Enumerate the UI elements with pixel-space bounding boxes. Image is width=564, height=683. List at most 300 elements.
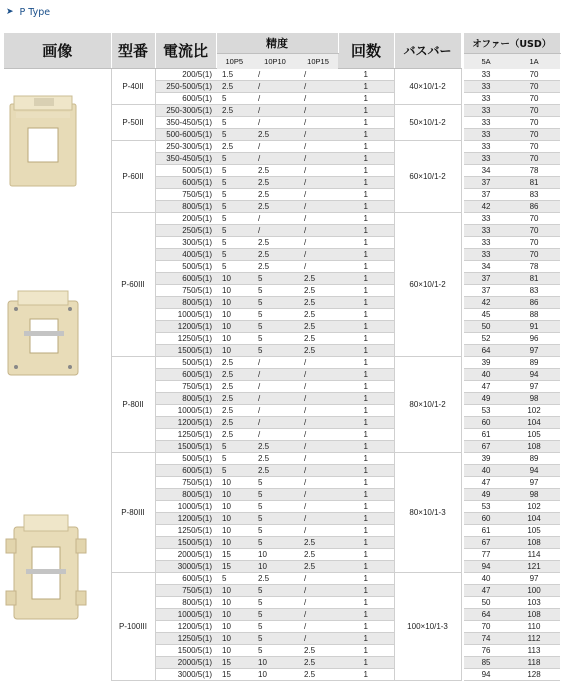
ratio-cell: 1250/5(1): [155, 525, 216, 537]
turns-cell: 1: [338, 309, 394, 321]
turns-cell: 1: [338, 453, 394, 465]
acc-10p15-cell: /: [298, 357, 338, 369]
price-5a-cell: 61: [464, 525, 508, 537]
acc-10p15-cell: /: [298, 429, 338, 441]
ratio-cell: 800/5(1): [155, 489, 216, 501]
price-1a-cell: 86: [508, 201, 560, 213]
current-transformer-image: [4, 511, 88, 623]
turns-cell: 1: [338, 177, 394, 189]
acc-10p5-cell: 10: [216, 501, 252, 513]
ratio-cell: 1250/5(1): [155, 633, 216, 645]
acc-10p5-cell: 5: [216, 465, 252, 477]
acc-10p10-cell: 5: [252, 525, 298, 537]
price-1a-cell: 70: [508, 213, 560, 225]
acc-10p5-cell: 5: [216, 573, 252, 585]
ratio-cell: 200/5(1): [155, 213, 216, 225]
price-1a-cell: 70: [508, 117, 560, 129]
turns-cell: 1: [338, 69, 394, 81]
price-1a-cell: 78: [508, 165, 560, 177]
price-1a-cell: 78: [508, 261, 560, 273]
acc-10p15-cell: /: [298, 225, 338, 237]
turns-cell: 1: [338, 201, 394, 213]
section-title: [6, 5, 50, 19]
acc-10p15-cell: /: [298, 69, 338, 81]
turns-cell: 1: [338, 369, 394, 381]
price-1a-cell: 70: [508, 129, 560, 141]
ratio-cell: 2000/5(1): [155, 657, 216, 669]
acc-10p5-cell: 5: [216, 189, 252, 201]
acc-10p10-cell: 2.5: [252, 453, 298, 465]
turns-cell: 1: [338, 501, 394, 513]
price-1a-cell: 104: [508, 513, 560, 525]
acc-10p5-cell: 15: [216, 561, 252, 573]
turns-cell: 1: [338, 573, 394, 585]
ratio-cell: 2000/5(1): [155, 549, 216, 561]
turns-cell: 1: [338, 405, 394, 417]
acc-10p5-cell: 5: [216, 93, 252, 105]
acc-10p5-cell: 5: [216, 129, 252, 141]
acc-10p5-cell: 1.5: [216, 69, 252, 81]
price-1a-cell: 94: [508, 465, 560, 477]
ratio-cell: 500/5(1): [155, 261, 216, 273]
header-model: 型番: [111, 33, 155, 69]
acc-10p10-cell: /: [252, 81, 298, 93]
turns-cell: 1: [338, 549, 394, 561]
price-5a-cell: 40: [464, 465, 508, 477]
price-1a-cell: 96: [508, 333, 560, 345]
turns-cell: 1: [338, 225, 394, 237]
busbar-cell: 60×10/1-2: [394, 213, 461, 357]
price-5a-cell: 37: [464, 285, 508, 297]
price-1a-cell: 118: [508, 657, 560, 669]
header-acc-10p15: 10P15: [298, 53, 338, 68]
price-5a-cell: 39: [464, 357, 508, 369]
price-5a-cell: 64: [464, 345, 508, 357]
ratio-cell: 1200/5(1): [155, 621, 216, 633]
turns-cell: 1: [338, 525, 394, 537]
acc-10p10-cell: /: [252, 369, 298, 381]
acc-10p10-cell: 2.5: [252, 261, 298, 273]
acc-10p10-cell: 2.5: [252, 189, 298, 201]
acc-10p10-cell: 5: [252, 513, 298, 525]
acc-10p5-cell: 5: [216, 213, 252, 225]
acc-10p10-cell: 2.5: [252, 249, 298, 261]
ratio-cell: 1200/5(1): [155, 417, 216, 429]
model-cell: P-80III: [111, 453, 155, 573]
acc-10p10-cell: /: [252, 69, 298, 81]
price-5a-cell: 53: [464, 501, 508, 513]
price-5a-cell: 45: [464, 309, 508, 321]
ratio-cell: 600/5(1): [155, 177, 216, 189]
acc-10p5-cell: 5: [216, 441, 252, 453]
price-1a-cell: 97: [508, 573, 560, 585]
price-1a-cell: 108: [508, 537, 560, 549]
ratio-cell: 3000/5(1): [155, 561, 216, 573]
acc-10p15-cell: /: [298, 369, 338, 381]
price-5a-cell: 76: [464, 645, 508, 657]
price-5a-cell: 33: [464, 105, 508, 117]
product-image-cell: [4, 453, 111, 681]
turns-cell: 1: [338, 597, 394, 609]
turns-cell: 1: [338, 357, 394, 369]
price-5a-cell: 94: [464, 561, 508, 573]
acc-10p15-cell: 2.5: [298, 321, 338, 333]
turns-cell: 1: [338, 345, 394, 357]
acc-10p5-cell: 5: [216, 201, 252, 213]
ratio-cell: 500-600/5(1): [155, 129, 216, 141]
acc-10p15-cell: /: [298, 621, 338, 633]
turns-cell: 1: [338, 273, 394, 285]
acc-10p15-cell: /: [298, 453, 338, 465]
acc-10p5-cell: 10: [216, 285, 252, 297]
acc-10p15-cell: 2.5: [298, 561, 338, 573]
price-5a-cell: 33: [464, 225, 508, 237]
acc-10p10-cell: /: [252, 405, 298, 417]
model-cell: P-80II: [111, 357, 155, 453]
turns-cell: 1: [338, 165, 394, 177]
acc-10p5-cell: 2.5: [216, 381, 252, 393]
price-5a-cell: 49: [464, 393, 508, 405]
price-5a-cell: 67: [464, 441, 508, 453]
price-5a-cell: 40: [464, 573, 508, 585]
ratio-cell: 500/5(1): [155, 357, 216, 369]
turns-cell: 1: [338, 537, 394, 549]
price-5a-cell: 42: [464, 297, 508, 309]
ratio-cell: 400/5(1): [155, 249, 216, 261]
acc-10p5-cell: 2.5: [216, 105, 252, 117]
ratio-cell: 600/5(1): [155, 573, 216, 585]
price-1a-cell: 83: [508, 285, 560, 297]
acc-10p10-cell: 5: [252, 297, 298, 309]
ratio-cell: 200/5(1): [155, 69, 216, 81]
header-image: 画像: [4, 33, 111, 69]
model-cell: P-100III: [111, 573, 155, 681]
table-row: [4, 453, 560, 465]
acc-10p10-cell: 5: [252, 501, 298, 513]
current-transformer-image: [4, 92, 82, 190]
acc-10p10-cell: /: [252, 417, 298, 429]
acc-10p5-cell: 2.5: [216, 141, 252, 153]
acc-10p15-cell: 2.5: [298, 273, 338, 285]
price-5a-cell: 37: [464, 189, 508, 201]
acc-10p15-cell: /: [298, 141, 338, 153]
acc-10p15-cell: /: [298, 153, 338, 165]
price-1a-cell: 70: [508, 141, 560, 153]
turns-cell: 1: [338, 429, 394, 441]
header-ratio: 電流比: [155, 33, 216, 69]
ratio-cell: 600/5(1): [155, 369, 216, 381]
product-image-cell: [4, 69, 111, 213]
price-1a-cell: 70: [508, 81, 560, 93]
price-5a-cell: 37: [464, 273, 508, 285]
turns-cell: 1: [338, 513, 394, 525]
acc-10p15-cell: /: [298, 105, 338, 117]
turns-cell: 1: [338, 381, 394, 393]
price-1a-cell: 70: [508, 225, 560, 237]
ratio-cell: 1250/5(1): [155, 333, 216, 345]
price-5a-cell: 94: [464, 669, 508, 681]
price-5a-cell: 60: [464, 513, 508, 525]
acc-10p5-cell: 10: [216, 309, 252, 321]
acc-10p15-cell: /: [298, 381, 338, 393]
turns-cell: 1: [338, 153, 394, 165]
price-1a-cell: 70: [508, 93, 560, 105]
arrow-right-icon: ➤: [6, 7, 14, 17]
acc-10p5-cell: 10: [216, 537, 252, 549]
turns-cell: 1: [338, 669, 394, 681]
price-5a-cell: 74: [464, 633, 508, 645]
acc-10p15-cell: /: [298, 405, 338, 417]
acc-10p15-cell: /: [298, 93, 338, 105]
turns-cell: 1: [338, 477, 394, 489]
acc-10p10-cell: /: [252, 357, 298, 369]
ratio-cell: 600/5(1): [155, 465, 216, 477]
header-accuracy: 精度: [216, 33, 338, 53]
price-1a-cell: 108: [508, 609, 560, 621]
acc-10p10-cell: /: [252, 93, 298, 105]
acc-10p15-cell: 2.5: [298, 549, 338, 561]
turns-cell: 1: [338, 189, 394, 201]
price-1a-cell: 70: [508, 153, 560, 165]
acc-10p5-cell: 10: [216, 489, 252, 501]
acc-10p10-cell: 2.5: [252, 441, 298, 453]
acc-10p5-cell: 5: [216, 237, 252, 249]
price-5a-cell: 39: [464, 453, 508, 465]
header-price-5a: 5A: [464, 53, 508, 68]
turns-cell: 1: [338, 321, 394, 333]
price-1a-cell: 110: [508, 621, 560, 633]
ratio-cell: 800/5(1): [155, 201, 216, 213]
turns-cell: 1: [338, 261, 394, 273]
acc-10p10-cell: 5: [252, 585, 298, 597]
price-1a-cell: 97: [508, 477, 560, 489]
turns-cell: 1: [338, 117, 394, 129]
acc-10p10-cell: 10: [252, 657, 298, 669]
acc-10p15-cell: /: [298, 393, 338, 405]
header-turns: 回数: [338, 33, 394, 69]
price-5a-cell: 33: [464, 141, 508, 153]
price-1a-cell: 98: [508, 393, 560, 405]
acc-10p15-cell: 2.5: [298, 657, 338, 669]
acc-10p10-cell: 2.5: [252, 177, 298, 189]
acc-10p5-cell: 2.5: [216, 429, 252, 441]
acc-10p15-cell: 2.5: [298, 309, 338, 321]
acc-10p10-cell: 2.5: [252, 129, 298, 141]
acc-10p10-cell: 10: [252, 669, 298, 681]
acc-10p10-cell: /: [252, 393, 298, 405]
header-row: [4, 33, 560, 53]
acc-10p10-cell: 5: [252, 489, 298, 501]
section-title-text: P Type: [19, 6, 51, 18]
price-1a-cell: 104: [508, 417, 560, 429]
turns-cell: 1: [338, 633, 394, 645]
turns-cell: 1: [338, 417, 394, 429]
ratio-cell: 750/5(1): [155, 477, 216, 489]
price-5a-cell: 33: [464, 93, 508, 105]
acc-10p10-cell: /: [252, 141, 298, 153]
ratio-cell: 750/5(1): [155, 585, 216, 597]
price-5a-cell: 33: [464, 237, 508, 249]
ratio-cell: 1200/5(1): [155, 513, 216, 525]
ratio-cell: 500/5(1): [155, 453, 216, 465]
acc-10p5-cell: 2.5: [216, 369, 252, 381]
acc-10p10-cell: 2.5: [252, 165, 298, 177]
price-5a-cell: 33: [464, 249, 508, 261]
acc-10p10-cell: 10: [252, 561, 298, 573]
price-1a-cell: 89: [508, 453, 560, 465]
acc-10p15-cell: /: [298, 117, 338, 129]
ratio-cell: 500/5(1): [155, 165, 216, 177]
acc-10p5-cell: 10: [216, 633, 252, 645]
price-1a-cell: 114: [508, 549, 560, 561]
acc-10p10-cell: 5: [252, 609, 298, 621]
acc-10p5-cell: 10: [216, 333, 252, 345]
acc-10p15-cell: 2.5: [298, 297, 338, 309]
product-image-cell: [4, 213, 111, 453]
turns-cell: 1: [338, 561, 394, 573]
acc-10p10-cell: 2.5: [252, 573, 298, 585]
acc-10p15-cell: /: [298, 573, 338, 585]
acc-10p5-cell: 2.5: [216, 417, 252, 429]
acc-10p5-cell: 10: [216, 525, 252, 537]
acc-10p15-cell: /: [298, 249, 338, 261]
acc-10p10-cell: 5: [252, 273, 298, 285]
table-row: [4, 213, 560, 225]
ratio-cell: 250-300/5(1): [155, 141, 216, 153]
price-1a-cell: 83: [508, 189, 560, 201]
header-acc-10p10: 10P10: [252, 53, 298, 68]
acc-10p15-cell: /: [298, 417, 338, 429]
price-1a-cell: 81: [508, 273, 560, 285]
ratio-cell: 1500/5(1): [155, 441, 216, 453]
ratio-cell: 250/5(1): [155, 225, 216, 237]
acc-10p5-cell: 10: [216, 345, 252, 357]
acc-10p15-cell: 2.5: [298, 645, 338, 657]
price-5a-cell: 34: [464, 261, 508, 273]
acc-10p10-cell: 2.5: [252, 465, 298, 477]
price-1a-cell: 86: [508, 297, 560, 309]
acc-10p5-cell: 10: [216, 585, 252, 597]
header-acc-10p5: 10P5: [216, 53, 252, 68]
turns-cell: 1: [338, 213, 394, 225]
turns-cell: 1: [338, 489, 394, 501]
turns-cell: 1: [338, 585, 394, 597]
acc-10p15-cell: /: [298, 201, 338, 213]
busbar-cell: 80×10/1-3: [394, 453, 461, 573]
acc-10p10-cell: 2.5: [252, 201, 298, 213]
acc-10p5-cell: 5: [216, 177, 252, 189]
acc-10p15-cell: /: [298, 597, 338, 609]
price-1a-cell: 100: [508, 585, 560, 597]
acc-10p10-cell: /: [252, 381, 298, 393]
price-1a-cell: 70: [508, 249, 560, 261]
acc-10p15-cell: /: [298, 441, 338, 453]
ratio-cell: 750/5(1): [155, 381, 216, 393]
turns-cell: 1: [338, 393, 394, 405]
acc-10p15-cell: /: [298, 81, 338, 93]
acc-10p15-cell: /: [298, 213, 338, 225]
ratio-cell: 1000/5(1): [155, 501, 216, 513]
price-5a-cell: 50: [464, 597, 508, 609]
ratio-cell: 1000/5(1): [155, 309, 216, 321]
turns-cell: 1: [338, 105, 394, 117]
acc-10p10-cell: 5: [252, 621, 298, 633]
acc-10p5-cell: 10: [216, 645, 252, 657]
ratio-cell: 800/5(1): [155, 297, 216, 309]
ratio-cell: 750/5(1): [155, 189, 216, 201]
ratio-cell: 1200/5(1): [155, 321, 216, 333]
turns-cell: 1: [338, 441, 394, 453]
price-5a-cell: 40: [464, 369, 508, 381]
turns-cell: 1: [338, 249, 394, 261]
price-5a-cell: 33: [464, 69, 508, 81]
acc-10p5-cell: 2.5: [216, 81, 252, 93]
price-5a-cell: 77: [464, 549, 508, 561]
acc-10p10-cell: /: [252, 105, 298, 117]
price-5a-cell: 47: [464, 477, 508, 489]
price-1a-cell: 105: [508, 525, 560, 537]
acc-10p10-cell: 5: [252, 285, 298, 297]
price-1a-cell: 103: [508, 597, 560, 609]
acc-10p5-cell: 2.5: [216, 357, 252, 369]
table-row: [4, 69, 560, 81]
header-busbar: バスバー: [394, 33, 461, 69]
ratio-cell: 800/5(1): [155, 597, 216, 609]
turns-cell: 1: [338, 81, 394, 93]
header-price: オファー（USD）: [464, 33, 560, 53]
acc-10p15-cell: /: [298, 513, 338, 525]
price-5a-cell: 50: [464, 321, 508, 333]
ratio-cell: 1500/5(1): [155, 537, 216, 549]
price-1a-cell: 128: [508, 669, 560, 681]
acc-10p10-cell: 10: [252, 549, 298, 561]
price-5a-cell: 53: [464, 405, 508, 417]
ratio-cell: 300/5(1): [155, 237, 216, 249]
ratio-cell: 1500/5(1): [155, 345, 216, 357]
acc-10p15-cell: /: [298, 501, 338, 513]
acc-10p15-cell: /: [298, 177, 338, 189]
price-1a-cell: 88: [508, 309, 560, 321]
price-1a-cell: 112: [508, 633, 560, 645]
turns-cell: 1: [338, 285, 394, 297]
busbar-cell: 80×10/1-2: [394, 357, 461, 453]
price-1a-cell: 97: [508, 345, 560, 357]
ratio-cell: 1250/5(1): [155, 429, 216, 441]
busbar-cell: 50×10/1-2: [394, 105, 461, 141]
acc-10p15-cell: /: [298, 129, 338, 141]
price-5a-cell: 33: [464, 117, 508, 129]
acc-10p5-cell: 15: [216, 657, 252, 669]
price-1a-cell: 108: [508, 441, 560, 453]
ratio-cell: 1000/5(1): [155, 609, 216, 621]
acc-10p15-cell: /: [298, 585, 338, 597]
model-cell: P-50II: [111, 105, 155, 141]
price-1a-cell: 89: [508, 357, 560, 369]
acc-10p10-cell: 2.5: [252, 237, 298, 249]
acc-10p5-cell: 10: [216, 321, 252, 333]
acc-10p5-cell: 5: [216, 153, 252, 165]
turns-cell: 1: [338, 333, 394, 345]
price-1a-cell: 94: [508, 369, 560, 381]
acc-10p5-cell: 15: [216, 669, 252, 681]
acc-10p15-cell: /: [298, 237, 338, 249]
turns-cell: 1: [338, 657, 394, 669]
acc-10p5-cell: 15: [216, 549, 252, 561]
turns-cell: 1: [338, 621, 394, 633]
acc-10p10-cell: 5: [252, 645, 298, 657]
price-1a-cell: 102: [508, 501, 560, 513]
price-5a-cell: 61: [464, 429, 508, 441]
